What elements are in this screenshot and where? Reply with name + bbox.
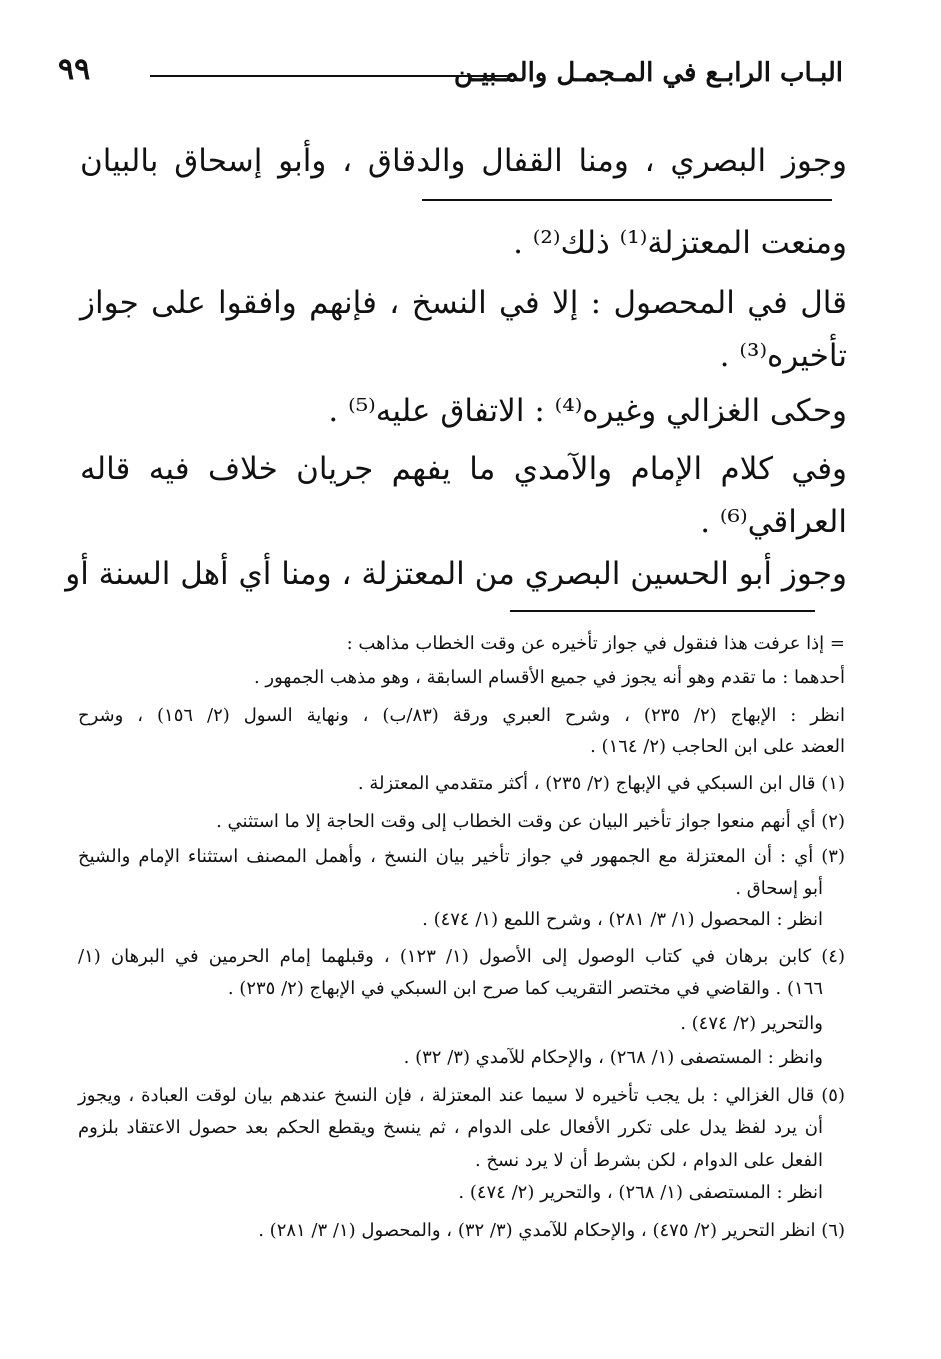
body-line-1: وجوز البصري ، ومنا القفال والدقاق ، وأبو إسحاق بالبيان bbox=[80, 143, 847, 179]
body-line-7: العراقي⁽⁶⁾ . bbox=[700, 504, 847, 540]
body-line-2: ومنعت المعتزلة⁽¹⁾ ذلك⁽²⁾ . bbox=[513, 225, 847, 261]
body-line-5: وحكى الغزالي وغيره⁽⁴⁾ : الاتفاق عليه⁽⁵⁾ . bbox=[328, 393, 847, 429]
footnote-3: (٣) أي : أن المعتزلة مع الجمهور في جواز تأخير بيان النسخ ، وأهمل المصنف استثناء الإمام والشيخ bbox=[78, 846, 845, 867]
footnote-line: انظر : الإبهاج (٢/ ٢٣٥) ، وشرح العبري ورقة (٨٣/ب) ، ونهاية السول (٢/ ١٥٦) ، وشرح bbox=[78, 705, 845, 726]
footnote-line: أحدهما : ما تقدم وهو أنه يجوز في جميع الأقسام السابقة ، وهو مذهب الجمهور . bbox=[253, 667, 845, 688]
underline-rule-2 bbox=[510, 610, 815, 612]
footnote-line: انظر : المحصول (١/ ٣/ ٢٨١) ، وشرح اللمع (١/ ٤٧٤) . bbox=[422, 909, 823, 930]
page-number: ٩٩ bbox=[58, 52, 91, 87]
footnote-line: والتحرير (٢/ ٤٧٤) . bbox=[680, 1013, 823, 1034]
body-line-6: وفي كلام الإمام والآمدي ما يفهم جريان خلاف فيه قاله bbox=[80, 451, 847, 487]
running-head: البـاب الرابـع في المـجمـل والمـبيـن bbox=[453, 58, 843, 88]
body-line-8: وجوز أبو الحسين البصري من المعتزلة ، ومنا أي أهل السنة أو bbox=[65, 556, 847, 592]
footnote-5: (٥) قال الغزالي : بل يجب تأخيره لا سيما عند المعتزلة ، فإن النسخ عندهم بيان لوقت العبادة ، ويجوز bbox=[78, 1085, 845, 1106]
footnote-6: (٦) انظر التحرير (٢/ ٤٧٥) ، والإحكام للآمدي (٣/ ٣٢) ، والمحصول (١/ ٣/ ٢٨١) . bbox=[258, 1220, 845, 1241]
footnote-2: (٢) أي أنهم منعوا جواز تأخير البيان عن وقت الخطاب إلى وقت الحاجة إلا ما استثني . bbox=[216, 811, 845, 832]
footnote-4: (٤) كابن برهان في كتاب الوصول إلى الأصول (١/ ١٢٣) ، وقبلهما إمام الحرمين في البرهان (١/ bbox=[78, 946, 845, 967]
footnote-1: (١) قال ابن السبكي في الإبهاج (٢/ ٢٣٥) ، أكثر متقدمي المعتزلة . bbox=[357, 773, 845, 794]
footnote-line: أبو إسحاق . bbox=[735, 878, 823, 899]
footnote-line: وانظر : المستصفى (١/ ٢٦٨) ، والإحكام للآمدي (٣/ ٣٢) . bbox=[403, 1047, 823, 1068]
body-line-4: تأخيره⁽³⁾ . bbox=[719, 338, 847, 374]
footnote-line: = إذا عرفت هذا فنقول في جواز تأخيره عن وقت الخطاب مذاهب : bbox=[346, 633, 845, 654]
footnote-line: انظر : المستصفى (١/ ٢٦٨) ، والتحرير (٢/ ٤٧٤) . bbox=[458, 1182, 823, 1203]
footnote-line: العضد على ابن الحاجب (٢/ ١٦٤) . bbox=[590, 736, 845, 757]
underline-rule-1 bbox=[422, 199, 832, 201]
footnote-line: ١٦٦) . والقاضي في مختصر التقريب كما صرح ابن السبكي في الإبهاج (٢/ ٢٣٥) . bbox=[227, 978, 823, 999]
footnote-line: أن يرد لفظ يدل على تكرر الأفعال على الدوام ، ثم ينسخ ويقطع الحكم بعد حصول الاعتقاد بلزوم bbox=[78, 1117, 823, 1138]
body-line-3: قال في المحصول : إلا في النسخ ، فإنهم وافقوا على جواز bbox=[80, 285, 847, 321]
footnote-line: الفعل على الدوام ، لكن بشرط أن لا يرد نسخ . bbox=[474, 1150, 823, 1171]
